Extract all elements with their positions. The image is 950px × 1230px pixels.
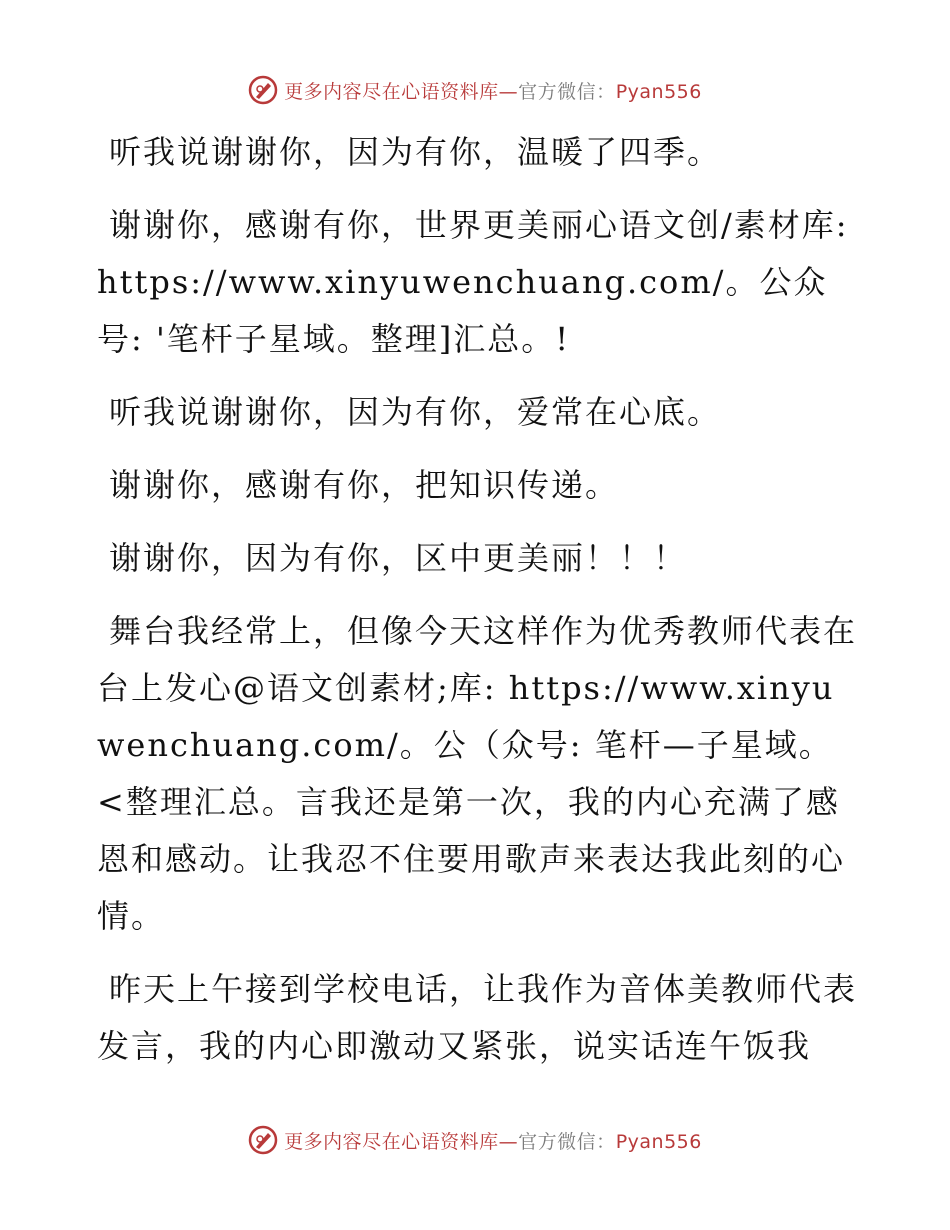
header-banner <box>0 72 950 108</box>
banner-main-text: 更多内容尽在心语资料库— <box>284 1130 519 1153</box>
footer-banner <box>0 1122 950 1158</box>
paragraph: 昨天上午接到学校电话，让我作为音体美教师代表发言，我的内心即激动又紧张，说实话连午饭我 <box>97 970 858 1065</box>
paragraph: 谢谢你，感谢有你，把知识传递。 <box>109 466 620 504</box>
quill-seal-icon <box>248 75 278 105</box>
banner-main-text: 更多内容尽在心语资料库— <box>284 80 519 103</box>
paragraph: 听我说谢谢你，因为有你，温暖了四季。 <box>109 133 722 171</box>
header-banner-text <box>284 77 702 104</box>
banner-wechat-label: 官方微信： <box>518 80 616 103</box>
document-body <box>97 124 857 1091</box>
paragraph: 谢谢你，感谢有你，世界更美丽心语文创/素材库: https://www.xinyuwenchuang.com/。公众号: '笔杆子星域。整理]汇总。! <box>97 206 849 358</box>
footer-banner-text <box>284 1127 702 1154</box>
quill-seal-icon <box>248 1125 278 1155</box>
banner-wechat-id: Pyan556 <box>615 1130 702 1153</box>
paragraph: 舞台我经常上，但像今天这样作为优秀教师代表在台上发心@语文创素材;库: https://www.xinyuwenchuang.com/。公（众号: 笔杆—子星域。<整理汇总。言我还是第一次，我的内心充满了感恩和感动。让我忍不住要用歌声来表达我此刻的心情。 <box>97 612 858 935</box>
banner-wechat-id: Pyan556 <box>615 80 702 103</box>
banner-wechat-label: 官方微信： <box>518 1130 616 1153</box>
paragraph: 听我说谢谢你，因为有你，爱常在心底。 <box>109 393 722 431</box>
paragraph: 谢谢你，因为有你，区中更美丽！！！ <box>109 539 688 577</box>
